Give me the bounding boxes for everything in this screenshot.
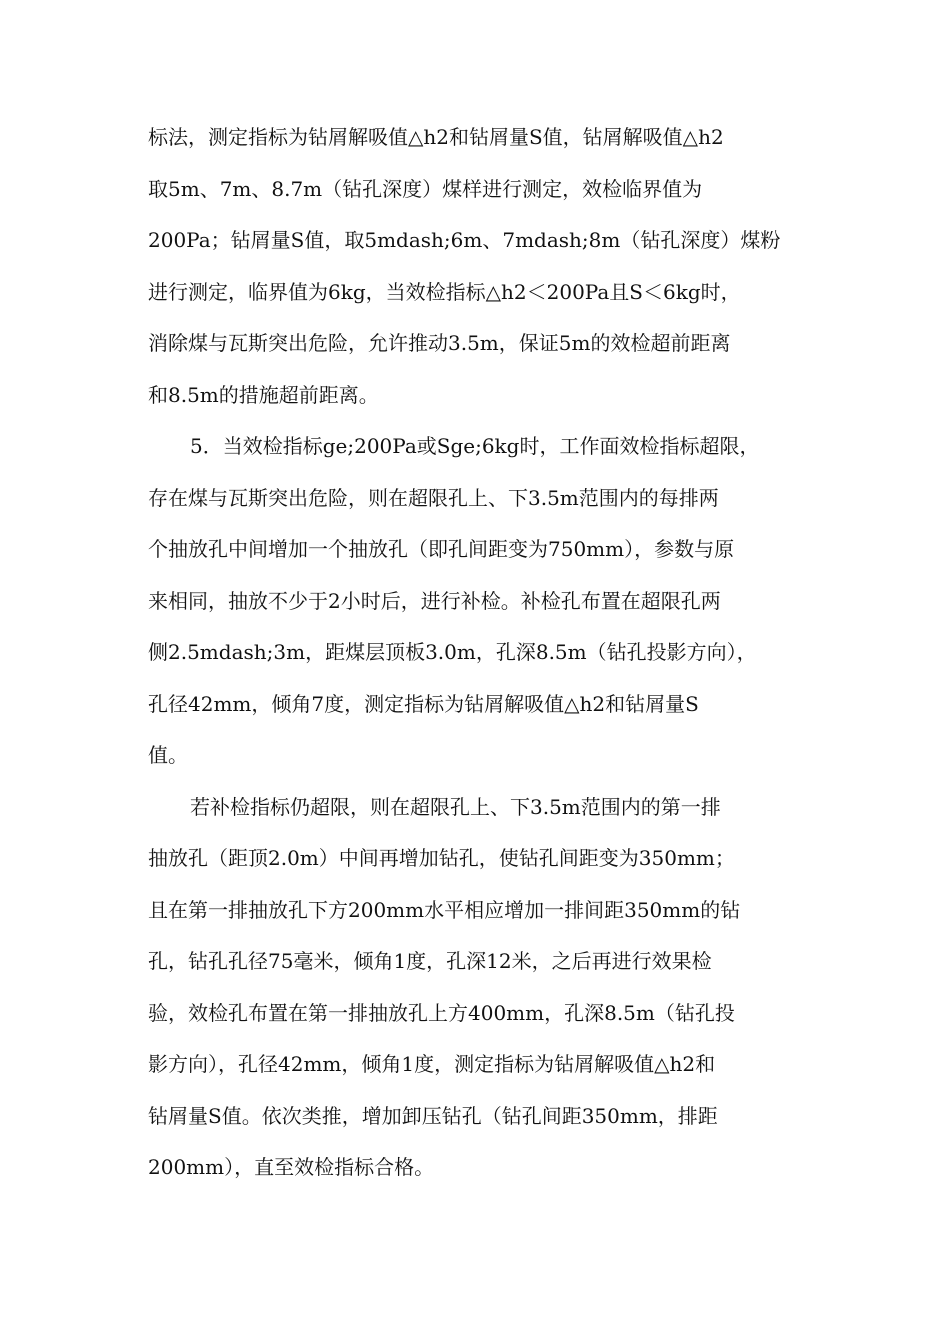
- text-line: 侧2.5mdash;3m，距煤层顶板3.0m，孔深8.5m（钻孔投影方向），: [148, 640, 757, 664]
- document-body: [148, 112, 808, 1194]
- text-line: 进行测定，临界值为6kg，当效检指标△h2＜200Pa且S＜6kg时，: [148, 279, 741, 304]
- text-line: 存在煤与瓦斯突出危险，则在超限孔上、下3.5m范围内的每排两: [148, 485, 719, 510]
- text-line: 影方向），孔径42mm，倾角1度，测定指标为钻屑解吸值△h2和: [148, 1052, 716, 1076]
- text-line: 孔径42mm，倾角7度，测定指标为钻屑解吸值△h2和钻屑量S: [148, 691, 699, 716]
- text-line: 200Pa；钻屑量S值，取5mdash;6m、7mdash;8m（钻孔深度）煤粉: [148, 228, 781, 252]
- paragraph-3: [148, 782, 808, 1194]
- text-line: 且在第一排抽放孔下方200mm水平相应增加一排间距350mm的钻: [148, 897, 741, 922]
- text-line: 值。: [148, 743, 188, 767]
- text-line: 取5m、7m、8.7m（钻孔深度）煤样进行测定，效检临界值为: [148, 176, 703, 201]
- paragraph-1: [148, 112, 808, 421]
- text-line: 验，效检孔布置在第一排抽放孔上方400mm，孔深8.5m（钻孔投: [148, 1000, 735, 1025]
- text-line: 标法，测定指标为钻屑解吸值△h2和钻屑量S值，钻屑解吸值△h2: [148, 125, 724, 149]
- text-line: 钻屑量S值。依次类推，增加卸压钻孔（钻孔间距350mm，排距: [148, 1103, 718, 1128]
- text-line: 若补检指标仍超限，则在超限孔上、下3.5m范围内的第一排: [190, 794, 721, 819]
- text-line: 5．当效检指标ge;200Pa或Sge;6kg时，工作面效检指标超限，: [190, 434, 760, 458]
- paragraph-2: [148, 421, 808, 782]
- text-line: 消除煤与瓦斯突出危险，允许推动3.5m，保证5m的效检超前距离: [148, 331, 731, 355]
- text-line: 和8.5m的措施超前距离。: [148, 382, 379, 407]
- text-line: 抽放孔（距顶2.0m）中间再增加钻孔，使钻孔间距变为350mm；: [148, 846, 735, 870]
- text-line: 孔，钻孔孔径75毫米，倾角1度，孔深12米，之后再进行效果检: [148, 949, 712, 973]
- text-line: 个抽放孔中间增加一个抽放孔（即孔间距变为750mm），参数与原: [148, 537, 735, 561]
- text-line: 200mm），直至效检指标合格。: [148, 1155, 435, 1179]
- text-line: 来相同，抽放不少于2小时后，进行补检。补检孔布置在超限孔两: [148, 588, 721, 613]
